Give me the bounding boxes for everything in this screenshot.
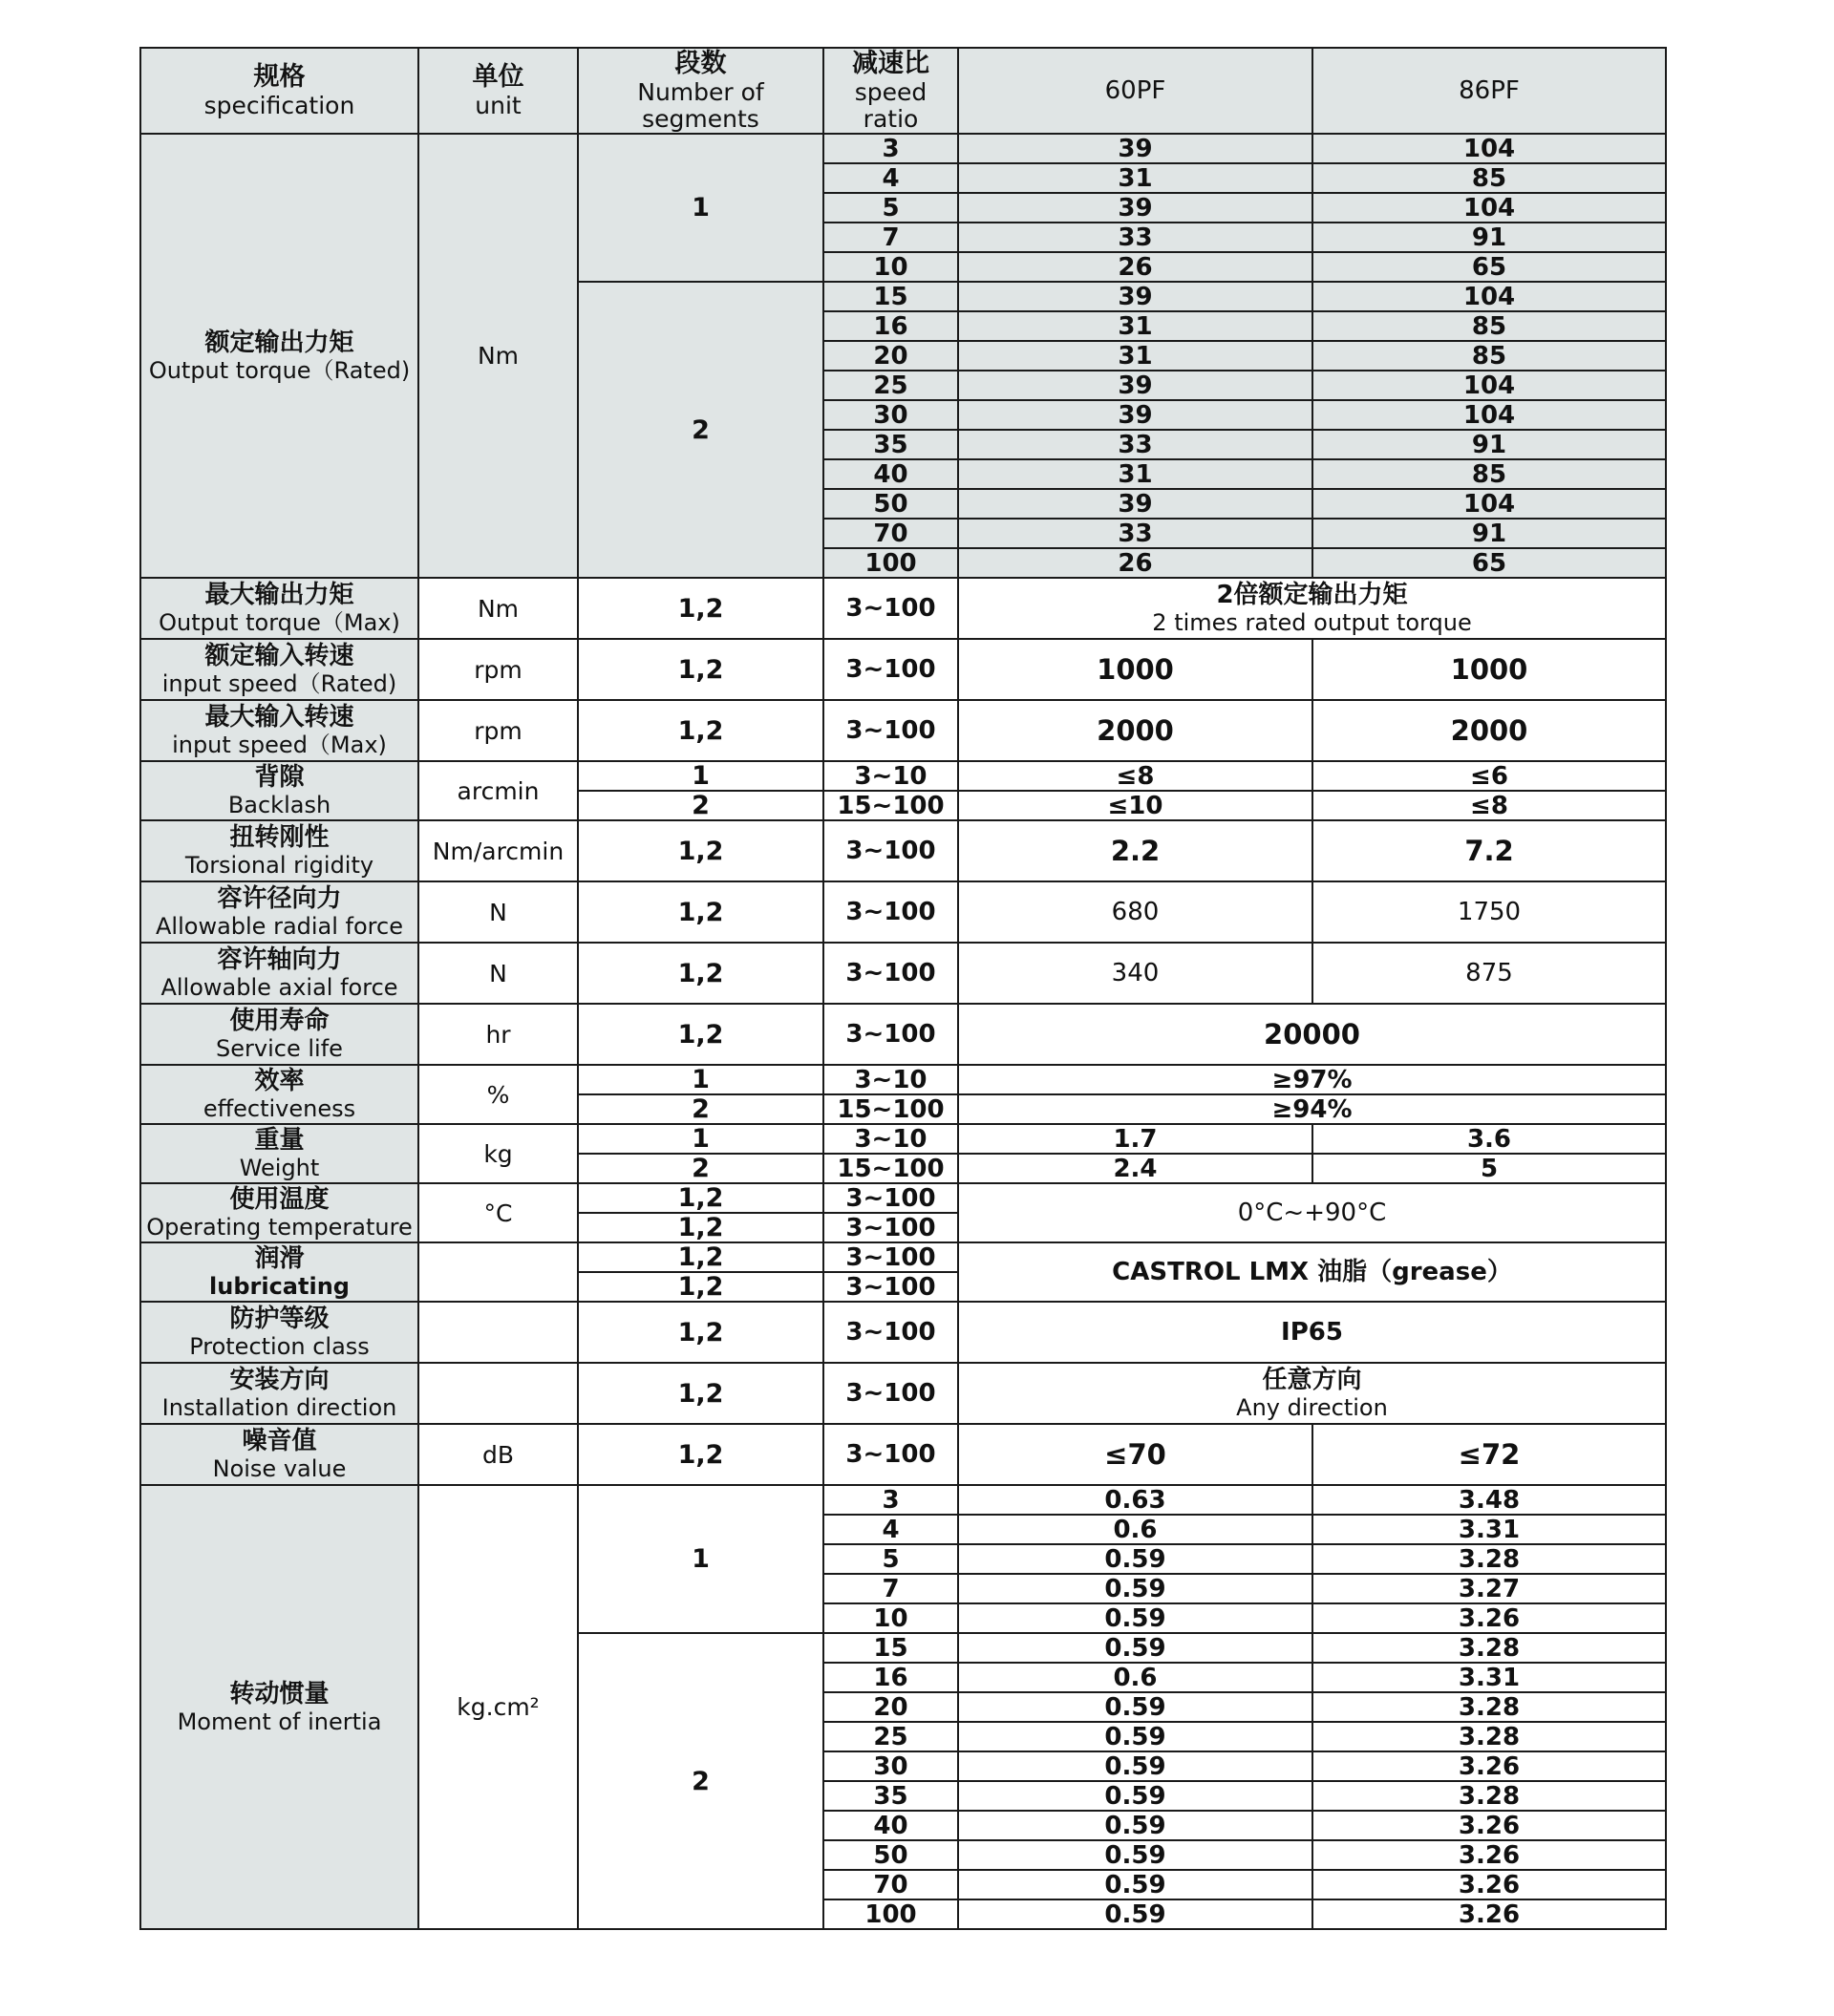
value-86pf: 91 bbox=[1312, 519, 1666, 548]
table-row bbox=[140, 578, 1666, 639]
header-model-86pf: 86PF bbox=[1312, 48, 1666, 134]
label-backlash: 背隙 Backlash bbox=[140, 761, 418, 820]
value-60pf: 39 bbox=[958, 134, 1312, 163]
value-60pf: ≤8 bbox=[958, 761, 1312, 791]
table-row bbox=[140, 1363, 1666, 1424]
label-inertia: 转动惯量 Moment of inertia bbox=[140, 1485, 418, 1929]
seg-cell: 1,2 bbox=[578, 1004, 823, 1065]
ratio-cell: 3~100 bbox=[823, 943, 958, 1004]
value-86pf: 3.28 bbox=[1312, 1544, 1666, 1574]
table-row bbox=[140, 1124, 1666, 1154]
value-60pf: 1000 bbox=[958, 639, 1312, 700]
ratio-cell: 20 bbox=[823, 341, 958, 371]
ratio-cell: 30 bbox=[823, 1751, 958, 1781]
value-60pf: 33 bbox=[958, 519, 1312, 548]
value-60pf: 0.59 bbox=[958, 1603, 1312, 1633]
value-60pf: 0.59 bbox=[958, 1899, 1312, 1929]
label-service-life: 使用寿命 Service life bbox=[140, 1004, 418, 1065]
value-60pf: 39 bbox=[958, 489, 1312, 519]
label-torque-rated: 额定输出力矩 Output torque（Rated) bbox=[140, 134, 418, 578]
value-torque-max: 2倍额定输出力矩 2 times rated output torque bbox=[958, 578, 1666, 639]
ratio-cell: 3~100 bbox=[823, 578, 958, 639]
ratio-cell: 3~100 bbox=[823, 881, 958, 943]
ratio-cell: 3~100 bbox=[823, 1004, 958, 1065]
seg-inertia-2: 2 bbox=[578, 1633, 823, 1929]
value-efficiency: ≥97% bbox=[958, 1065, 1666, 1094]
label-speed-rated: 额定输入转速 input speed（Rated) bbox=[140, 639, 418, 700]
value-86pf: 3.31 bbox=[1312, 1663, 1666, 1692]
value-60pf: 0.59 bbox=[958, 1840, 1312, 1870]
ratio-cell: 7 bbox=[823, 1574, 958, 1603]
label-temperature: 使用温度 Operating temperature bbox=[140, 1183, 418, 1242]
ratio-cell: 16 bbox=[823, 311, 958, 341]
unit-rigidity: Nm/arcmin bbox=[418, 820, 578, 881]
unit-service-life: hr bbox=[418, 1004, 578, 1065]
value-60pf: 26 bbox=[958, 548, 1312, 578]
seg-cell: 1,2 bbox=[578, 1213, 823, 1242]
label-speed-max: 最大输入转速 input speed（Max) bbox=[140, 700, 418, 761]
ratio-cell: 40 bbox=[823, 1811, 958, 1840]
value-86pf: 3.28 bbox=[1312, 1722, 1666, 1751]
value-86pf: 104 bbox=[1312, 371, 1666, 400]
value-86pf: 85 bbox=[1312, 163, 1666, 193]
value-86pf: 104 bbox=[1312, 282, 1666, 311]
unit-radial-force: N bbox=[418, 881, 578, 943]
ratio-cell: 3~10 bbox=[823, 1065, 958, 1094]
ratio-cell: 5 bbox=[823, 1544, 958, 1574]
ratio-cell: 15 bbox=[823, 1633, 958, 1663]
label-torque-max: 最大输出力矩 Output torque（Max) bbox=[140, 578, 418, 639]
value-60pf: 39 bbox=[958, 193, 1312, 223]
value-60pf: 39 bbox=[958, 400, 1312, 430]
header-model-60pf: 60PF bbox=[958, 48, 1312, 134]
ratio-cell: 5 bbox=[823, 193, 958, 223]
unit-speed-rated: rpm bbox=[418, 639, 578, 700]
value-60pf: 0.59 bbox=[958, 1751, 1312, 1781]
ratio-cell: 16 bbox=[823, 1663, 958, 1692]
ratio-cell: 10 bbox=[823, 1603, 958, 1633]
value-86pf: 104 bbox=[1312, 134, 1666, 163]
ratio-cell: 3 bbox=[823, 134, 958, 163]
seg-cell: 1,2 bbox=[578, 881, 823, 943]
value-60pf: 31 bbox=[958, 341, 1312, 371]
value-60pf: 33 bbox=[958, 430, 1312, 459]
value-60pf: 0.63 bbox=[958, 1485, 1312, 1515]
seg-torque-rated-2: 2 bbox=[578, 282, 823, 578]
ratio-cell: 3~100 bbox=[823, 1424, 958, 1485]
seg-cell: 1,2 bbox=[578, 1242, 823, 1272]
ratio-cell: 3~100 bbox=[823, 1302, 958, 1363]
header-ratio: 减速比 speed ratio bbox=[823, 48, 958, 134]
unit-efficiency: % bbox=[418, 1065, 578, 1124]
unit-temperature: °C bbox=[418, 1183, 578, 1242]
ratio-cell: 4 bbox=[823, 163, 958, 193]
value-60pf: 0.59 bbox=[958, 1574, 1312, 1603]
value-60pf: 39 bbox=[958, 371, 1312, 400]
label-installation: 安装方向 Installation direction bbox=[140, 1363, 418, 1424]
value-60pf: 1.7 bbox=[958, 1124, 1312, 1154]
ratio-cell: 3~100 bbox=[823, 1183, 958, 1213]
label-weight: 重量 Weight bbox=[140, 1124, 418, 1183]
value-86pf: 85 bbox=[1312, 341, 1666, 371]
ratio-cell: 15~100 bbox=[823, 1094, 958, 1124]
table-row bbox=[140, 1183, 1666, 1213]
table-row bbox=[140, 1302, 1666, 1363]
value-86pf: 3.28 bbox=[1312, 1692, 1666, 1722]
ratio-cell: 70 bbox=[823, 1870, 958, 1899]
ratio-cell: 40 bbox=[823, 459, 958, 489]
value-86pf: 3.26 bbox=[1312, 1811, 1666, 1840]
unit-weight: kg bbox=[418, 1124, 578, 1183]
seg-cell: 1,2 bbox=[578, 943, 823, 1004]
value-86pf: 3.28 bbox=[1312, 1633, 1666, 1663]
value-60pf: 2.2 bbox=[958, 820, 1312, 881]
label-noise: 噪音值 Noise value bbox=[140, 1424, 418, 1485]
ratio-cell: 35 bbox=[823, 1781, 958, 1811]
ratio-cell: 50 bbox=[823, 489, 958, 519]
value-86pf: 85 bbox=[1312, 459, 1666, 489]
seg-cell: 1,2 bbox=[578, 1183, 823, 1213]
value-60pf: 0.59 bbox=[958, 1722, 1312, 1751]
seg-cell: 1,2 bbox=[578, 1302, 823, 1363]
ratio-cell: 3~100 bbox=[823, 1363, 958, 1424]
value-86pf: 3.48 bbox=[1312, 1485, 1666, 1515]
value-60pf: 0.59 bbox=[958, 1544, 1312, 1574]
header-segments: 段数 Number of segments bbox=[578, 48, 823, 134]
seg-cell: 2 bbox=[578, 1154, 823, 1183]
table-row bbox=[140, 1242, 1666, 1272]
ratio-cell: 100 bbox=[823, 548, 958, 578]
value-60pf: 31 bbox=[958, 163, 1312, 193]
seg-inertia-1: 1 bbox=[578, 1485, 823, 1633]
value-86pf: 3.31 bbox=[1312, 1515, 1666, 1544]
value-86pf: 7.2 bbox=[1312, 820, 1666, 881]
value-60pf: 680 bbox=[958, 881, 1312, 943]
value-installation: 任意方向 Any direction bbox=[958, 1363, 1666, 1424]
label-radial-force: 容许径向力 Allowable radial force bbox=[140, 881, 418, 943]
ratio-cell: 7 bbox=[823, 223, 958, 252]
ratio-cell: 15 bbox=[823, 282, 958, 311]
value-86pf: 91 bbox=[1312, 430, 1666, 459]
value-86pf: 65 bbox=[1312, 252, 1666, 282]
value-86pf: ≤8 bbox=[1312, 791, 1666, 820]
ratio-cell: 3~100 bbox=[823, 820, 958, 881]
value-86pf: 91 bbox=[1312, 223, 1666, 252]
value-60pf: 39 bbox=[958, 282, 1312, 311]
label-lubricating: 润滑 lubricating bbox=[140, 1242, 418, 1302]
label-axial-force: 容许轴向力 Allowable axial force bbox=[140, 943, 418, 1004]
table-row bbox=[140, 639, 1666, 700]
seg-cell: 1,2 bbox=[578, 820, 823, 881]
header-spec: 规格 specification bbox=[140, 48, 418, 134]
value-60pf: 0.59 bbox=[958, 1781, 1312, 1811]
table-row bbox=[140, 820, 1666, 881]
table-row bbox=[140, 943, 1666, 1004]
ratio-cell: 25 bbox=[823, 371, 958, 400]
label-rigidity: 扭转刚性 Torsional rigidity bbox=[140, 820, 418, 881]
value-86pf: 104 bbox=[1312, 400, 1666, 430]
ratio-cell: 3~100 bbox=[823, 1272, 958, 1302]
ratio-cell: 70 bbox=[823, 519, 958, 548]
value-86pf: 5 bbox=[1312, 1154, 1666, 1183]
ratio-cell: 3~100 bbox=[823, 639, 958, 700]
ratio-cell: 3~100 bbox=[823, 700, 958, 761]
value-temperature: 0°C~+90°C bbox=[958, 1183, 1666, 1242]
seg-cell: 1,2 bbox=[578, 700, 823, 761]
value-86pf: 65 bbox=[1312, 548, 1666, 578]
ratio-cell: 10 bbox=[823, 252, 958, 282]
value-service-life: 20000 bbox=[958, 1004, 1666, 1065]
value-86pf: ≤72 bbox=[1312, 1424, 1666, 1485]
table-row bbox=[140, 1424, 1666, 1485]
ratio-cell: 3~100 bbox=[823, 1242, 958, 1272]
table-row bbox=[140, 761, 1666, 791]
unit-backlash: arcmin bbox=[418, 761, 578, 820]
unit-speed-max: rpm bbox=[418, 700, 578, 761]
ratio-cell: 25 bbox=[823, 1722, 958, 1751]
seg-cell: 1,2 bbox=[578, 1363, 823, 1424]
ratio-cell: 50 bbox=[823, 1840, 958, 1870]
value-60pf: 26 bbox=[958, 252, 1312, 282]
unit-inertia: kg.cm² bbox=[418, 1485, 578, 1929]
ratio-cell: 20 bbox=[823, 1692, 958, 1722]
value-60pf: 2000 bbox=[958, 700, 1312, 761]
value-60pf: 33 bbox=[958, 223, 1312, 252]
seg-torque-rated-1: 1 bbox=[578, 134, 823, 282]
ratio-cell: 4 bbox=[823, 1515, 958, 1544]
unit-torque-rated: Nm bbox=[418, 134, 578, 578]
value-86pf: 3.26 bbox=[1312, 1840, 1666, 1870]
seg-cell: 2 bbox=[578, 791, 823, 820]
seg-cell: 1 bbox=[578, 1065, 823, 1094]
value-lubricating: CASTROL LMX 油脂（grease） bbox=[958, 1242, 1666, 1302]
value-86pf: 3.26 bbox=[1312, 1751, 1666, 1781]
value-60pf: 0.6 bbox=[958, 1515, 1312, 1544]
value-86pf: 104 bbox=[1312, 193, 1666, 223]
value-86pf: 3.26 bbox=[1312, 1603, 1666, 1633]
ratio-cell: 15~100 bbox=[823, 791, 958, 820]
value-60pf: 340 bbox=[958, 943, 1312, 1004]
value-protection: IP65 bbox=[958, 1302, 1666, 1363]
table-row bbox=[140, 881, 1666, 943]
value-86pf: ≤6 bbox=[1312, 761, 1666, 791]
value-86pf: 1000 bbox=[1312, 639, 1666, 700]
ratio-cell: 35 bbox=[823, 430, 958, 459]
unit-protection bbox=[418, 1302, 578, 1363]
value-60pf: 31 bbox=[958, 459, 1312, 489]
value-60pf: 2.4 bbox=[958, 1154, 1312, 1183]
ratio-cell: 3~100 bbox=[823, 1213, 958, 1242]
unit-installation bbox=[418, 1363, 578, 1424]
value-86pf: 3.26 bbox=[1312, 1899, 1666, 1929]
value-86pf: 104 bbox=[1312, 489, 1666, 519]
label-efficiency: 效率 effectiveness bbox=[140, 1065, 418, 1124]
value-60pf: 31 bbox=[958, 311, 1312, 341]
value-60pf: 0.6 bbox=[958, 1663, 1312, 1692]
value-60pf: 0.59 bbox=[958, 1692, 1312, 1722]
value-60pf: 0.59 bbox=[958, 1633, 1312, 1663]
seg-cell: 1,2 bbox=[578, 578, 823, 639]
header-unit: 单位 unit bbox=[418, 48, 578, 134]
ratio-cell: 3 bbox=[823, 1485, 958, 1515]
value-60pf: ≤10 bbox=[958, 791, 1312, 820]
value-86pf: 1750 bbox=[1312, 881, 1666, 943]
value-86pf: 2000 bbox=[1312, 700, 1666, 761]
seg-cell: 1 bbox=[578, 761, 823, 791]
value-60pf: 0.59 bbox=[958, 1811, 1312, 1840]
unit-torque-max: Nm bbox=[418, 578, 578, 639]
table-row bbox=[140, 1485, 1666, 1515]
value-60pf: ≤70 bbox=[958, 1424, 1312, 1485]
seg-cell: 2 bbox=[578, 1094, 823, 1124]
value-86pf: 875 bbox=[1312, 943, 1666, 1004]
value-60pf: 0.59 bbox=[958, 1870, 1312, 1899]
ratio-cell: 3~10 bbox=[823, 1124, 958, 1154]
value-86pf: 3.26 bbox=[1312, 1870, 1666, 1899]
value-86pf: 3.28 bbox=[1312, 1781, 1666, 1811]
unit-lubricating bbox=[418, 1242, 578, 1302]
seg-cell: 1 bbox=[578, 1124, 823, 1154]
seg-cell: 1,2 bbox=[578, 639, 823, 700]
header-row bbox=[140, 48, 1666, 134]
label-protection: 防护等级 Protection class bbox=[140, 1302, 418, 1363]
table-row bbox=[140, 1004, 1666, 1065]
value-86pf: 85 bbox=[1312, 311, 1666, 341]
seg-cell: 1,2 bbox=[578, 1424, 823, 1485]
value-86pf: 3.27 bbox=[1312, 1574, 1666, 1603]
unit-axial-force: N bbox=[418, 943, 578, 1004]
spec-table bbox=[139, 47, 1667, 1930]
value-86pf: 3.6 bbox=[1312, 1124, 1666, 1154]
table-row bbox=[140, 1065, 1666, 1094]
ratio-cell: 100 bbox=[823, 1899, 958, 1929]
value-efficiency: ≥94% bbox=[958, 1094, 1666, 1124]
table-row bbox=[140, 700, 1666, 761]
seg-cell: 1,2 bbox=[578, 1272, 823, 1302]
ratio-cell: 15~100 bbox=[823, 1154, 958, 1183]
ratio-cell: 30 bbox=[823, 400, 958, 430]
table-row bbox=[140, 134, 1666, 163]
unit-noise: dB bbox=[418, 1424, 578, 1485]
ratio-cell: 3~10 bbox=[823, 761, 958, 791]
